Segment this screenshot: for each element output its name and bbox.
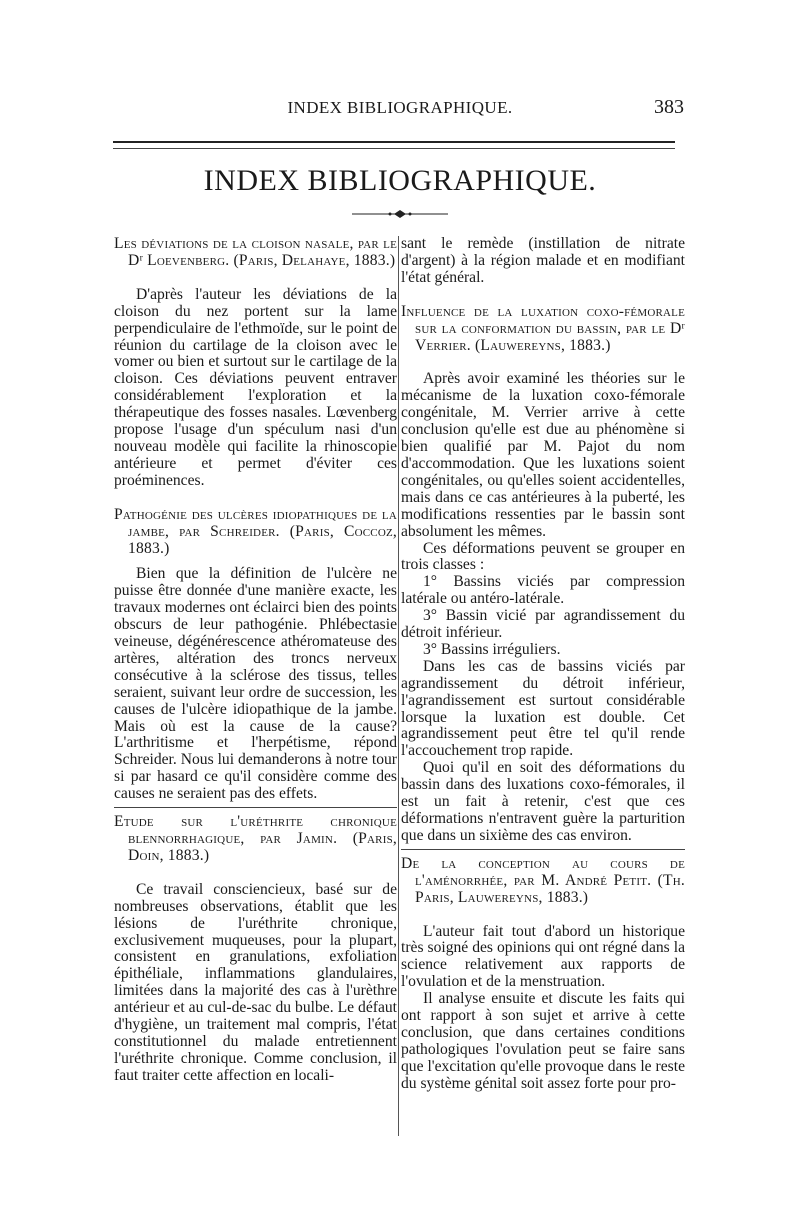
entry-heading-schreider: Pathogénie des ulcères idiopathiques de la jambe, par Schreider. (Paris, Coccoz, 1883.) (114, 505, 397, 557)
entry-para-verrier-3: Dans les cas de bassins viciés par agrandissement du détroit inférieur, l'agrandissement est surtout considérable lorsque la luxation est double. Cet agrandissement peut être tel qu'il rende l'accouchement trop rapide. (401, 657, 685, 760)
column-divider (398, 236, 399, 1136)
entry-body-loevenberg: D'après l'auteur les déviations de la cloison du nez portent sur la lame perpendiculaire de l'ethmoïde, sur le point de réunion du cartilage de la cloison avec le vomer ou bien et surtout sur le cartilage de la cloison. Ces déviations peuvent entraver considérablement l'exploration et la thérapeutique des fosses nasales. Lœvenberg propose l'usage d'un spéculum nasi d'un nouveau modèle qui facilite la rhinoscopie antérieure et permet d'éviter ces proéminences. (114, 285, 397, 489)
entry-body-schreider: Bien que la définition de l'ulcère ne puisse être donnée d'une manière exacte, les travaux modernes ont éclairci bien des points obscurs de leur pathogénie. Phlébectasie veineuse, dégénérescence athéromateuse des artères, altération des troncs nerveux consécutive à la sclérose des tissus, telles seraient, suivant leur ordre de succession, les causes de l'ulcère idiopathique de la jambe. Mais où est la cause de la cause? L'arthritisme et l'herpétisme, répond Schreider. Nous lui demanderons à notre tour si par hasard ce qu'il considère comme des causes ne seraient pas des effets. (114, 565, 397, 803)
ornament-divider-icon (350, 208, 450, 220)
entry-separator (401, 849, 685, 850)
entry-para-petit-1: L'auteur fait tout d'abord un historique très soigné des opinions qui ont régné dans la science relativement aux rapports de l'ovulation et de la menstruation. (401, 922, 685, 991)
entry-list-item-2: 3° Bassin vicié par agrandissement du détroit inférieur. (401, 607, 685, 642)
entry-para-petit-2: Il analyse ensuite et discute les faits qui ont rapport à son sujet et arrive à cette conclusion, que dans certaines conditions pathologiques l'ovulation peut se faire sans que l'excitation qu'elle provoque dans le reste du système génital soit assez forte pour pro- (401, 990, 685, 1092)
entry-para-verrier-2: Ces déformations peuvent se grouper en trois classes : (401, 539, 685, 574)
header-double-rule (113, 141, 675, 149)
entry-heading-loevenberg: Les déviations de la cloison nasale, par le Dʳ Loevenberg. (Paris, Delahaye, 1883.) (114, 235, 397, 269)
entry-para-verrier-4: Quoi qu'il en soit des déformations du bassin dans des luxations coxo-fémorales, il est un fait à retenir, c'est que ces déformations n'entravent guère la parturition que dans un sixième des cas environ. (401, 759, 685, 844)
entry-continuation-jamin: sant le remède (instillation de nitrate d'argent) à la région malade et en modifiant l'état général. (401, 235, 685, 286)
entry-heading-verrier: Influence de la luxation coxo-fémorale sur la conformation du bassin, par le Dʳ Verrier. (Lauwereyns, 1883.) (401, 302, 685, 354)
entry-heading-jamin: Etude sur l'uréthrite chronique blennorrhagique, par Jamin. (Paris, Doin, 1883.) (114, 813, 397, 864)
running-head (100, 96, 700, 122)
entry-heading-petit: De la conception au cours de l'aménorrhée, par M. André Petit. (Th. Paris, Lauwereyns, 1883.) (401, 854, 685, 906)
right-column (401, 236, 685, 1093)
page-number: 383 (654, 96, 684, 118)
entry-para-verrier-1: Après avoir examiné les théories sur le mécanisme de la luxation coxo-fémorale congénitale, M. Verrier arrive à cette conclusion qu'elle est due au phénomène si bien qualifié par M. Pajot du nom d'accommodation. Que les luxations soient congénitales, ou qu'elles soient accidentelles, mais dans ce cas antérieures à la puberté, les modifications ressenties par le bassin sont absolument les mêmes. (401, 370, 685, 540)
left-column (114, 236, 397, 1085)
entry-body-jamin: Ce travail consciencieux, basé sur de nombreuses observations, établit que les lésions de l'uréthrite chronique, exclusivement muqueuses, pour la plupart, consistent en granulations, exfoliation épithéliale, inflammations glandulaires, limitées dans la majorité des cas à l'urèthre antérieur et au cul-de-sac du bulbe. Le défaut d'hygiène, un traitement mal compris, l'état constitutionnel du malade entretiennent l'uréthrite chronique. Comme conclusion, il faut traiter cette affection en locali- (114, 880, 397, 1084)
running-title: INDEX BIBLIOGRAPHIQUE. (287, 98, 513, 117)
entry-list-item-1: 1° Bassins viciés par compression latérale ou antéro-latérale. (401, 573, 685, 608)
entry-separator (114, 807, 397, 808)
entry-list-item-3: 3° Bassins irréguliers. (423, 640, 561, 658)
page-title: INDEX BIBLIOGRAPHIQUE. (203, 164, 597, 197)
